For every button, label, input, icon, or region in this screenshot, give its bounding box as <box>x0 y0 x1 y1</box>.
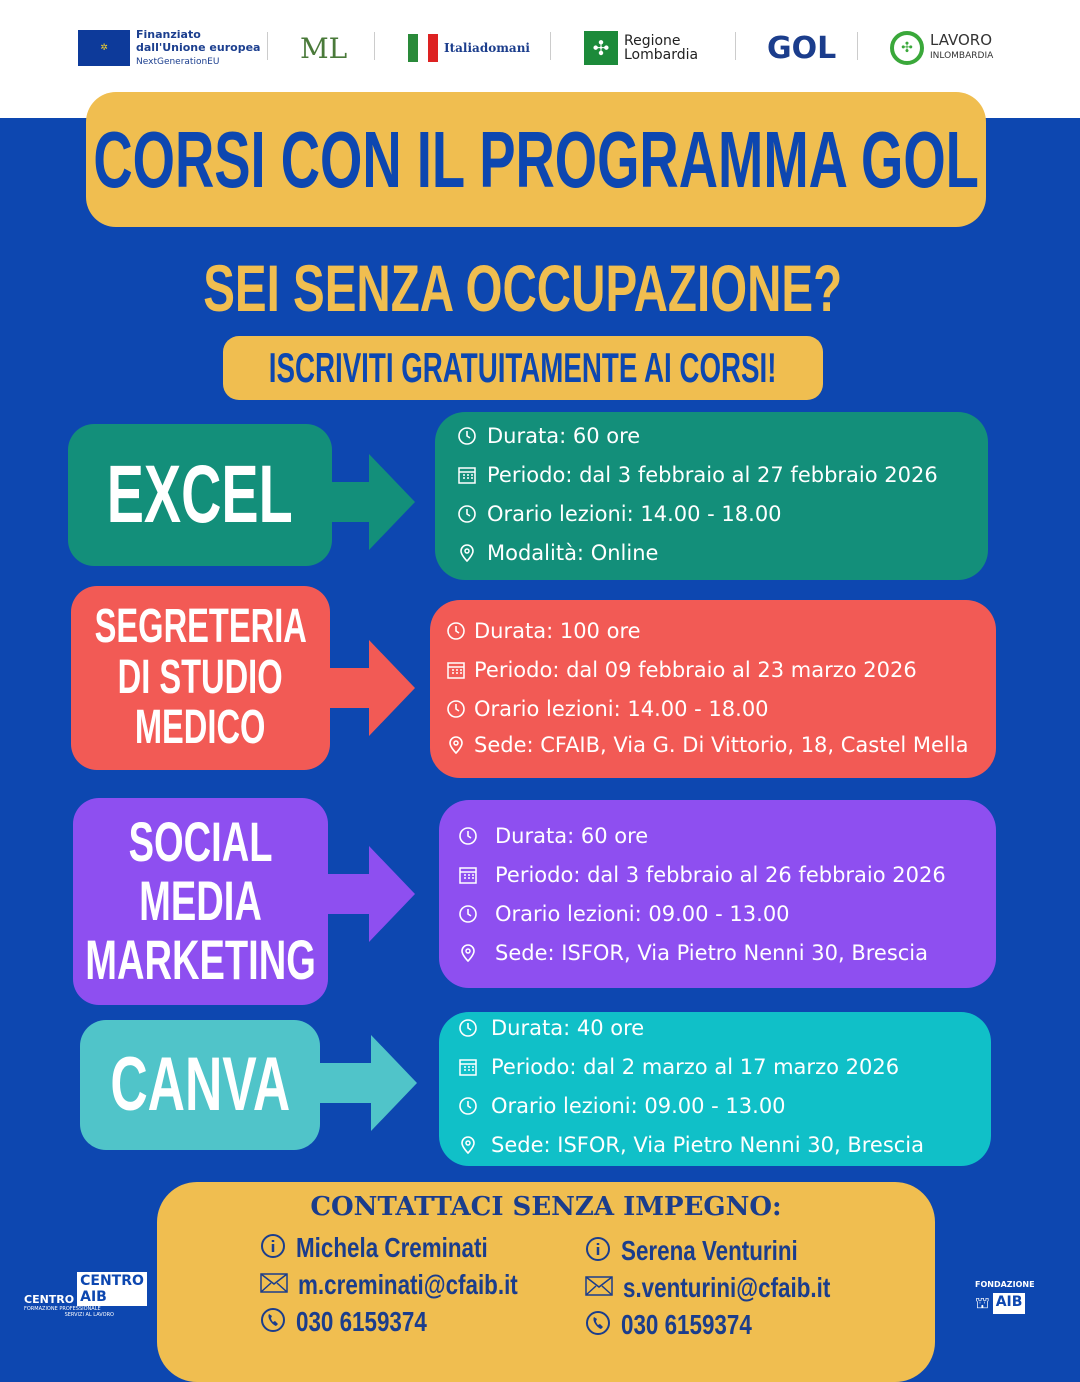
detail-row <box>458 902 790 926</box>
course-name: CANVA <box>110 1042 290 1128</box>
detail-row <box>458 1133 924 1157</box>
arrow-shaft <box>330 482 373 522</box>
detail-text: Durata: 40 ore <box>491 1016 645 1040</box>
italiadomani-logo: Italiadomani <box>408 28 530 68</box>
location-pin-icon <box>457 543 477 563</box>
course-label-0 <box>68 424 332 566</box>
detail-text: Orario lezioni: 14.00 - 18.00 <box>474 697 769 721</box>
location-pin-icon <box>458 1135 478 1155</box>
regione-lombardia-logo: ✣ Regione Lombardia <box>584 28 698 68</box>
contact-name <box>585 1235 842 1267</box>
contact-email-text[interactable]: m.creminati@cfaib.it <box>298 1269 518 1300</box>
arrow-right-icon <box>369 454 415 550</box>
detail-row <box>457 424 640 448</box>
course-name: SOCIAL MEDIA MARKETING <box>85 810 316 991</box>
eu-text-2: dall'Unione europea <box>136 40 261 54</box>
contact-phone[interactable] <box>585 1309 785 1341</box>
page-title: CORSI CON IL PROGRAMMA GOL <box>93 114 979 204</box>
detail-text: Orario lezioni: 14.00 - 18.00 <box>487 502 782 526</box>
arrow-shaft <box>326 874 373 914</box>
calendar-icon <box>446 660 466 680</box>
calendar-icon <box>458 865 478 885</box>
course-name: EXCEL <box>107 448 293 540</box>
detail-text: Sede: ISFOR, Via Pietro Nenni 30, Brescia <box>495 941 929 965</box>
question-heading <box>0 250 1045 326</box>
detail-text: Orario lezioni: 09.00 - 13.00 <box>495 902 790 926</box>
clock-icon <box>458 1018 478 1038</box>
detail-text: Durata: 60 ore <box>495 824 649 848</box>
course-label-3 <box>80 1020 320 1150</box>
detail-row <box>446 619 641 643</box>
detail-row <box>458 1094 786 1118</box>
detail-text: Sede: ISFOR, Via Pietro Nenni 30, Brescia <box>491 1133 925 1157</box>
arrow-shaft <box>318 1063 375 1103</box>
phone-icon <box>260 1307 296 1337</box>
location-pin-icon <box>458 943 478 963</box>
detail-row <box>457 541 658 565</box>
mail-icon <box>260 1273 298 1297</box>
gol-logo: GOL <box>767 30 837 66</box>
arrow-shaft <box>328 668 373 708</box>
eu-text-1: Finanziato <box>136 27 201 41</box>
contact-name-text: Michela Creminati <box>296 1232 488 1263</box>
arrow-right-icon <box>371 1035 417 1131</box>
clock-icon <box>446 621 466 641</box>
course-name: SEGRETERIA DI STUDIO MEDICO <box>95 600 308 755</box>
contact-email-text[interactable]: s.venturini@cfaib.it <box>623 1272 831 1303</box>
detail-text: Periodo: dal 2 marzo al 17 marzo 2026 <box>491 1055 900 1079</box>
centro-aib-logo: CENTRO CENTRO AIB FORMAZIONE PROFESSIONALE SERVIZI AL LAVORO <box>24 1272 114 1318</box>
cta-pill <box>223 336 823 400</box>
detail-row <box>458 863 946 887</box>
detail-text: Periodo: dal 09 febbraio al 23 marzo 2026 <box>474 658 917 682</box>
question-text: SEI SENZA OCCUPAZIONE? <box>203 251 842 325</box>
eu-text-3: NextGenerationEU <box>136 56 220 67</box>
detail-text: Modalità: Online <box>487 541 659 565</box>
arrow-right-icon <box>369 846 415 942</box>
location-pin-icon <box>446 735 466 755</box>
mail-icon <box>585 1276 623 1300</box>
clock-icon <box>458 826 478 846</box>
detail-text: Durata: 60 ore <box>487 424 641 448</box>
clock-icon <box>457 426 477 446</box>
course-label-1 <box>71 586 330 770</box>
course-label-2 <box>73 798 328 1005</box>
contact-phone-text[interactable]: 030 6159374 <box>621 1309 752 1340</box>
detail-text: Durata: 100 ore <box>474 619 641 643</box>
clock-icon <box>446 699 466 719</box>
detail-text: Sede: CFAIB, Via G. Di Vittorio, 18, Castel Mella <box>474 733 969 757</box>
calendar-icon <box>457 465 477 485</box>
detail-row <box>458 824 648 848</box>
eu-flag-icon: ✲ <box>78 30 130 66</box>
detail-text: Periodo: dal 3 febbraio al 27 febbraio 2026 <box>487 463 938 487</box>
detail-row <box>446 697 769 721</box>
title-banner <box>86 92 986 227</box>
detail-text: Orario lezioni: 09.00 - 13.00 <box>491 1094 786 1118</box>
contact-box <box>157 1182 935 1382</box>
arrow-right-icon <box>369 640 415 736</box>
detail-text: Periodo: dal 3 febbraio al 26 febbraio 2026 <box>495 863 946 887</box>
contact-name-text: Serena Venturini <box>621 1235 798 1266</box>
detail-row <box>458 1055 899 1079</box>
calendar-icon <box>458 1057 478 1077</box>
clock-icon <box>458 904 478 924</box>
detail-row <box>458 941 928 965</box>
contact-phone[interactable] <box>260 1306 460 1338</box>
detail-row <box>446 658 917 682</box>
detail-row <box>446 733 968 757</box>
contact-email[interactable] <box>260 1269 573 1301</box>
person-icon <box>260 1233 296 1263</box>
detail-row <box>458 1016 644 1040</box>
contact-title: CONTATTACI SENZA IMPEGNO: <box>310 1192 782 1222</box>
lavoro-lombardia-logo: ✣ LAVORO INLOMBARDIA <box>890 28 993 68</box>
contact-email[interactable] <box>585 1272 882 1304</box>
clock-icon <box>457 504 477 524</box>
contact-name <box>260 1232 536 1264</box>
detail-row <box>457 502 782 526</box>
phone-icon <box>585 1310 621 1340</box>
contact-phone-text[interactable]: 030 6159374 <box>296 1306 427 1337</box>
person-icon <box>585 1236 621 1266</box>
fondazione-aib-logo: FONDAZIONE ⛫ AIB <box>975 1280 1035 1312</box>
ministry-logo: ML <box>300 31 348 65</box>
clock-icon <box>458 1096 478 1116</box>
cta-text: ISCRIVITI GRATUITAMENTE AI CORSI! <box>269 344 777 391</box>
detail-row <box>457 463 938 487</box>
eu-logo <box>78 28 260 68</box>
